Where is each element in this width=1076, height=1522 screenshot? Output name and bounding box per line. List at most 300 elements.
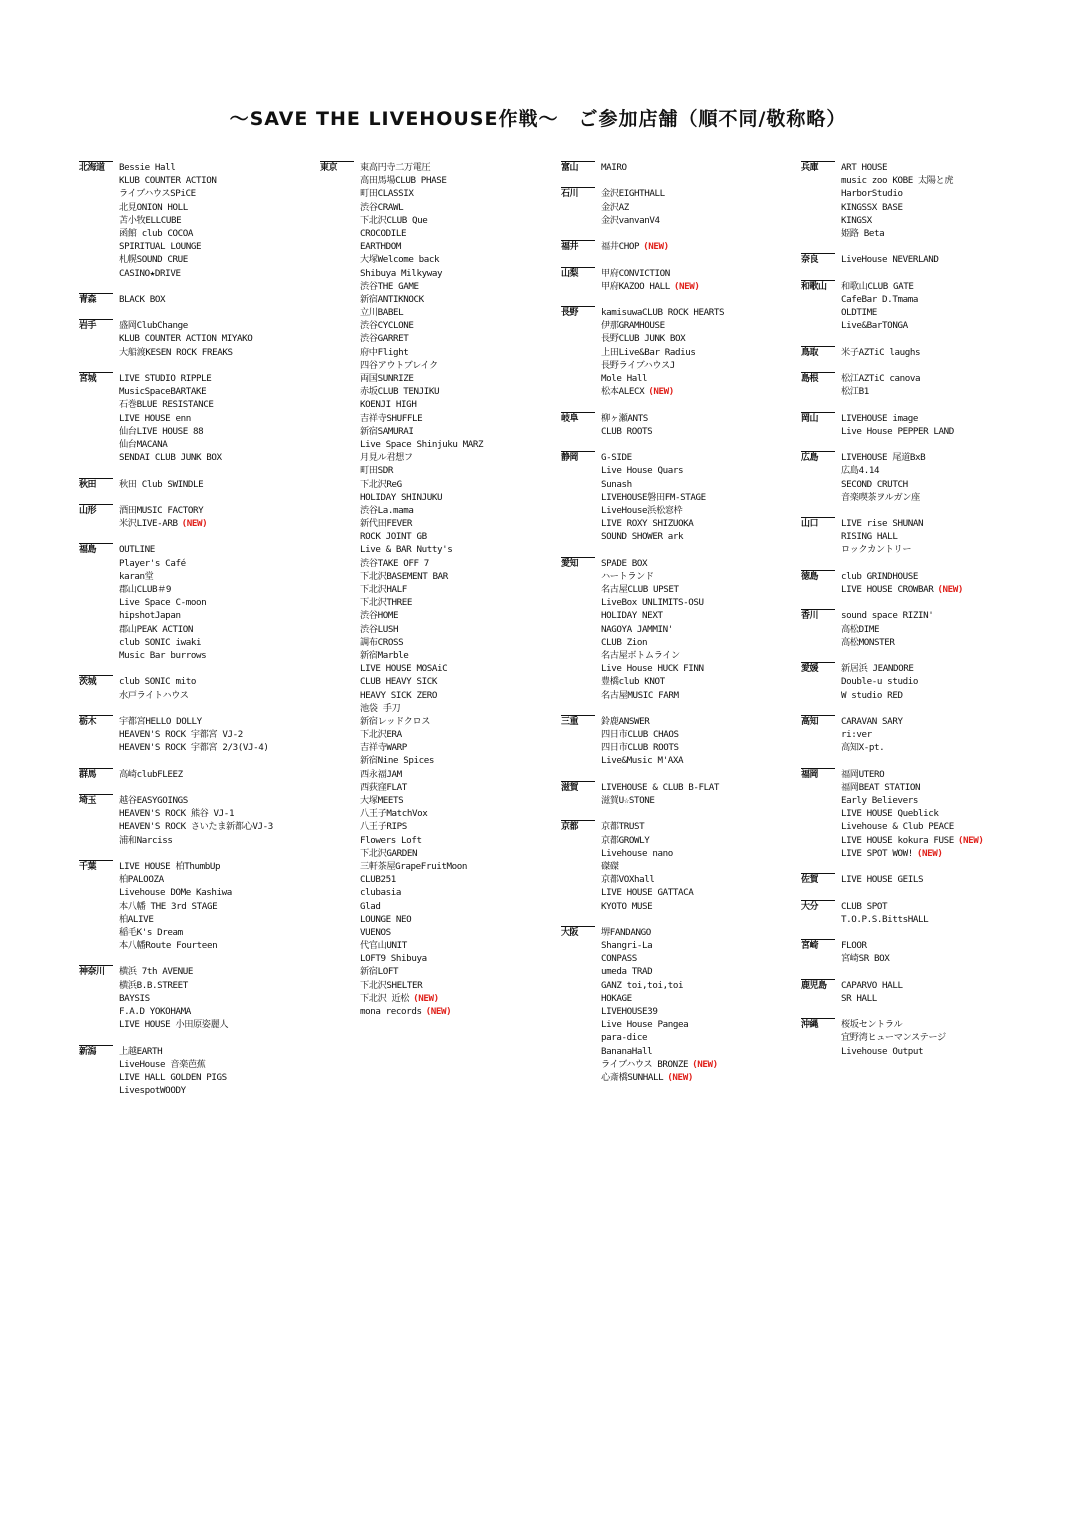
venue-name: 広島4.14 xyxy=(841,465,880,477)
venue-item xyxy=(119,860,311,873)
prefecture-label: 岩手 xyxy=(79,319,113,332)
venue-name: Livehouse & Club PEACE xyxy=(841,821,954,833)
venue-item xyxy=(360,478,552,491)
venue-name: 滋賀U☆STONE xyxy=(601,795,655,806)
prefecture-section xyxy=(801,1018,1033,1058)
venue-name: EARTHDOM xyxy=(360,241,402,253)
prefecture-label: 愛知 xyxy=(561,557,595,570)
venue-item xyxy=(601,346,793,359)
venue-item xyxy=(119,161,311,174)
prefecture-section xyxy=(79,860,311,952)
venue-item xyxy=(841,346,1033,359)
venue-list xyxy=(841,372,1033,398)
venue-name: LIVE HOUSE 柏ThumbUp xyxy=(119,860,221,872)
venue-item xyxy=(841,728,1033,741)
venue-name: 堺FANDANGO xyxy=(601,926,651,938)
venue-item xyxy=(360,464,552,477)
venue-name: 柏ALIVE xyxy=(119,913,154,925)
venue-name: 下北沢SHELTER xyxy=(360,979,423,991)
venue-item xyxy=(119,979,311,992)
venue-name: ライブハウスSPiCE xyxy=(119,188,196,200)
venue-name: 函館 club COCOA xyxy=(119,227,194,239)
venue-item xyxy=(841,464,1033,477)
prefecture-section xyxy=(79,543,311,662)
venue-name: 郡山PEAK ACTION xyxy=(119,623,194,635)
venue-item xyxy=(119,504,311,517)
venue-name: LIVEHOUSE39 xyxy=(601,1006,658,1017)
venue-name: 新宿ANTIKNOCK xyxy=(360,293,424,305)
venue-name: Mole Hall xyxy=(601,373,648,384)
venue-item xyxy=(360,504,552,517)
venue-name: 盛岡ClubChange xyxy=(119,320,188,332)
prefecture-section xyxy=(801,412,1033,438)
venue-item xyxy=(601,332,793,345)
venue-item xyxy=(601,240,793,253)
venue-item xyxy=(841,794,1033,807)
venue-name: Live House Pangea xyxy=(601,1019,689,1031)
venue-item xyxy=(360,900,552,913)
venue-item xyxy=(119,794,311,807)
prefecture-label: 佐賀 xyxy=(801,873,835,886)
venue-item xyxy=(841,913,1033,926)
venue-item xyxy=(601,781,793,794)
venue-name: VUENOS xyxy=(360,926,391,938)
venue-item xyxy=(841,1031,1033,1044)
venue-item xyxy=(360,253,552,266)
venue-list xyxy=(601,715,793,768)
venue-name: 福井CHOP xyxy=(601,241,640,253)
venue-item xyxy=(601,926,793,939)
prefecture-label: 和歌山 xyxy=(801,280,835,293)
venue-item xyxy=(360,952,552,965)
venue-item xyxy=(601,570,793,583)
prefecture-label: 神奈川 xyxy=(79,965,113,978)
venue-name: Livehouse Output xyxy=(841,1045,924,1057)
venue-item xyxy=(841,820,1033,833)
venue-name: LivespotWOODY xyxy=(119,1085,186,1097)
venue-item xyxy=(601,992,793,1005)
venue-item xyxy=(841,293,1033,306)
venue-name: 柏PALOOZA xyxy=(119,874,164,886)
venue-list xyxy=(841,768,1033,860)
venue-item xyxy=(841,979,1033,992)
venue-item xyxy=(601,965,793,978)
venue-item xyxy=(841,306,1033,319)
venue-list xyxy=(841,346,1033,359)
venue-item xyxy=(119,873,311,886)
venue-name: KLUB COUNTER ACTION xyxy=(119,175,217,187)
venue-name: 米沢LIVE-ARB xyxy=(119,518,178,530)
venue-name: 八王子RIPS xyxy=(360,821,407,833)
venue-name: KOENJI HIGH xyxy=(360,399,417,411)
venue-name: LIVE SPOT WOW! xyxy=(841,847,913,859)
venue-item xyxy=(360,201,552,214)
venue-list xyxy=(841,253,1033,266)
venue-item xyxy=(119,1045,311,1058)
venue-name: LIVE HOUSE kokura FUSE xyxy=(841,834,954,846)
venue-item xyxy=(841,715,1033,728)
prefecture-section xyxy=(801,280,1033,333)
venue-name: 名古屋MUSIC FARM xyxy=(601,689,679,701)
prefecture-section xyxy=(561,306,793,398)
venue-item xyxy=(601,491,793,504)
venue-item xyxy=(360,372,552,385)
venue-item xyxy=(360,517,552,530)
venue-item xyxy=(360,768,552,781)
prefecture-section xyxy=(561,926,793,1084)
venue-name: 上田Live&Bar Radius xyxy=(601,346,696,358)
venue-item xyxy=(601,557,793,570)
venue-name: 北見ONION HOLL xyxy=(119,201,188,213)
venue-name: CLUB251 xyxy=(360,874,396,886)
prefecture-label: 秋田 xyxy=(79,478,113,491)
prefecture-section xyxy=(801,253,1033,266)
venue-name: 西荻窪FLAT xyxy=(360,781,407,793)
venue-item xyxy=(360,649,552,662)
venue-item xyxy=(360,385,552,398)
venue-name: ライブハウス BRONZE xyxy=(601,1058,689,1070)
venue-name: kamisuwaCLUB ROCK HEARTS xyxy=(601,307,725,319)
venue-list xyxy=(601,451,793,543)
venue-item xyxy=(360,807,552,820)
venue-name: 新宿Marble xyxy=(360,649,409,661)
venue-item xyxy=(119,583,311,596)
prefecture-label: 三重 xyxy=(561,715,595,728)
venue-item xyxy=(360,886,552,899)
venue-name: Livehouse DOMe Kashiwa xyxy=(119,887,232,899)
venue-column xyxy=(561,161,793,1097)
venue-name: 横浜B.B.STREET xyxy=(119,979,188,991)
prefecture-section xyxy=(79,715,311,755)
venue-item xyxy=(119,596,311,609)
venue-name: CONPASS xyxy=(601,953,637,965)
prefecture-label: 愛媛 xyxy=(801,662,835,675)
venue-name: 伊那GRAMHOUSE xyxy=(601,320,665,332)
venue-name: clubasia xyxy=(360,887,402,899)
venue-name: 四日市CLUB ROOTS xyxy=(601,742,679,754)
venue-name: 吉祥寺WARP xyxy=(360,742,407,754)
venue-list xyxy=(119,293,311,306)
venue-item xyxy=(360,174,552,187)
venue-name: 磔磔 xyxy=(601,860,619,872)
new-badge: (NEW) xyxy=(692,1058,718,1070)
venue-name: Live House HUCK FINN xyxy=(601,663,704,675)
venue-item xyxy=(360,227,552,240)
venue-item xyxy=(119,570,311,583)
venue-name: 秋田 Club SWINDLE xyxy=(119,478,204,490)
venue-item xyxy=(601,939,793,952)
venue-name: 浦和Narciss xyxy=(119,834,173,846)
venue-name: Bessie Hall xyxy=(119,162,176,173)
venue-name: hipshotJapan xyxy=(119,610,181,622)
venue-item xyxy=(119,1071,311,1084)
venue-name: 府中Flight xyxy=(360,346,409,358)
venue-item xyxy=(841,385,1033,398)
venue-name: 下北沢ERA xyxy=(360,729,402,741)
venue-item xyxy=(841,847,1033,860)
venue-name: Double-u studio xyxy=(841,676,918,688)
prefecture-section xyxy=(79,768,311,781)
venue-list xyxy=(119,965,311,1031)
venue-name: 代官山UNIT xyxy=(360,940,407,952)
venue-list xyxy=(601,267,793,293)
venue-item xyxy=(119,319,311,332)
venue-item xyxy=(360,319,552,332)
venue-name: 下北沢THREE xyxy=(360,597,413,609)
venue-item xyxy=(841,583,1033,596)
new-badge: (NEW) xyxy=(957,834,984,846)
venue-item xyxy=(360,636,552,649)
venue-item xyxy=(601,834,793,847)
venue-name: 長野CLUB JUNK BOX xyxy=(601,333,686,345)
venue-name: SPIRITUAL LOUNGE xyxy=(119,241,202,253)
venue-item xyxy=(360,702,552,715)
venue-name: Live&BarTONGA xyxy=(841,320,908,332)
prefecture-section xyxy=(79,504,311,530)
prefecture-label: 新潟 xyxy=(79,1045,113,1058)
venue-item xyxy=(360,715,552,728)
venue-name: LIVE ROXY SHIZUOKA xyxy=(601,518,694,530)
venue-name: 月見ル君想フ xyxy=(360,452,413,464)
venue-name: 甲府KAZOO HALL xyxy=(601,280,670,292)
venue-item xyxy=(360,596,552,609)
venue-name: 柳ヶ瀬ANTS xyxy=(601,412,648,424)
venue-name: 松江B1 xyxy=(841,386,869,398)
prefecture-label: 奈良 xyxy=(801,253,835,266)
venue-name: LIVEHOUSE 尾道BxB xyxy=(841,452,926,464)
venue-item xyxy=(601,609,793,622)
venue-item xyxy=(119,886,311,899)
venue-item xyxy=(601,1058,793,1071)
venue-item xyxy=(841,425,1033,438)
venue-item xyxy=(360,623,552,636)
venue-item xyxy=(119,451,311,464)
venue-item xyxy=(360,794,552,807)
venue-name: 石巻BLUE RESISTANCE xyxy=(119,399,214,411)
venue-item xyxy=(601,754,793,767)
venue-name: CLUB SPOT xyxy=(841,900,888,912)
venue-name: 新宿SAMURAI xyxy=(360,425,414,437)
venue-name: ART HOUSE xyxy=(841,162,888,173)
venue-item xyxy=(119,939,311,952)
venue-list xyxy=(119,860,311,952)
venue-item xyxy=(601,728,793,741)
prefecture-label: 岐阜 xyxy=(561,412,595,425)
venue-name: LIVE HOUSE Queblick xyxy=(841,808,939,820)
venue-name: 心斎橋SUNHALL xyxy=(601,1071,664,1083)
prefecture-section xyxy=(801,451,1033,504)
venue-list xyxy=(601,557,793,702)
venue-item xyxy=(841,689,1033,702)
prefecture-label: 京都 xyxy=(561,820,595,833)
venue-item xyxy=(601,886,793,899)
venue-item xyxy=(360,675,552,688)
prefecture-section xyxy=(801,609,1033,649)
venue-name: RISING HALL xyxy=(841,531,898,543)
venue-name: Player's Café xyxy=(119,557,186,569)
venue-name: G-SIDE xyxy=(601,452,632,464)
venue-item xyxy=(601,847,793,860)
venue-name: 調布CROSS xyxy=(360,636,404,648)
new-badge: (NEW) xyxy=(425,1006,452,1017)
venue-item xyxy=(360,781,552,794)
venue-list xyxy=(119,372,311,464)
prefecture-section xyxy=(79,293,311,306)
venue-name: 下北沢CLUB Que xyxy=(360,214,428,226)
prefecture-section xyxy=(801,900,1033,926)
prefecture-label: 高知 xyxy=(801,715,835,728)
prefecture-label: 栃木 xyxy=(79,715,113,728)
venue-item xyxy=(601,530,793,543)
prefecture-section xyxy=(561,187,793,227)
venue-item xyxy=(360,1005,552,1018)
venue-name: LIVE HOUSE GEILS xyxy=(841,874,924,886)
venue-name: F.A.D YOKOHAMA xyxy=(119,1006,191,1017)
venue-list xyxy=(841,939,1033,965)
venue-list xyxy=(601,187,793,227)
venue-name: 渋谷THE GAME xyxy=(360,280,419,292)
venue-item xyxy=(119,398,311,411)
venue-item xyxy=(601,689,793,702)
venue-name: 新代田FEVER xyxy=(360,518,413,530)
page-title: ～SAVE THE LIVEHOUSE作戦～ ご参加店舗（順不同/敬称略） xyxy=(229,108,847,130)
prefecture-section xyxy=(561,267,793,293)
venue-name: 渋谷GARRET xyxy=(360,333,409,345)
venue-name: HEAVEN'S ROCK さいたま新都心VJ-3 xyxy=(119,821,273,833)
venue-item xyxy=(360,557,552,570)
venue-name: 宜野湾ヒューマンステージ xyxy=(841,1032,946,1044)
venue-name: 京都GROWLY xyxy=(601,834,650,846)
venue-name: HEAVEN'S ROCK 熊谷 VJ-1 xyxy=(119,808,235,820)
venue-list xyxy=(119,161,311,280)
venue-name: Glad xyxy=(360,900,381,912)
venue-list xyxy=(841,570,1033,596)
venue-name: 苫小牧ELLCUBE xyxy=(119,214,182,226)
new-badge: (NEW) xyxy=(937,584,964,595)
venue-item xyxy=(119,689,311,702)
venue-item xyxy=(601,860,793,873)
venue-item xyxy=(360,689,552,702)
venue-item xyxy=(119,293,311,306)
prefecture-section xyxy=(561,781,793,807)
new-badge: (NEW) xyxy=(667,1071,693,1083)
prefecture-label: 埼玉 xyxy=(79,794,113,807)
venue-item xyxy=(119,965,311,978)
venue-name: OLDTIME xyxy=(841,307,877,319)
venue-list xyxy=(601,240,793,253)
venue-item xyxy=(119,267,311,280)
venue-item xyxy=(841,873,1033,886)
venue-item xyxy=(601,504,793,517)
venue-name: 町田SDR xyxy=(360,465,393,477)
prefecture-label: 福岡 xyxy=(801,768,835,781)
venue-item xyxy=(601,267,793,280)
venue-name: 越谷EASYGOINGS xyxy=(119,795,188,806)
venue-name: BananaHall xyxy=(601,1045,653,1057)
venue-name: 音楽喫茶ヲルガン座 xyxy=(841,491,920,503)
venue-item xyxy=(119,412,311,425)
venue-name: CASINO★DRIVE xyxy=(119,267,181,279)
venue-item xyxy=(119,187,311,200)
prefecture-label: 大阪 xyxy=(561,926,595,939)
venue-name: 上越EARTH xyxy=(119,1045,163,1057)
venue-name: 京都VOXhall xyxy=(601,874,655,886)
prefecture-section xyxy=(801,372,1033,398)
venue-item xyxy=(360,187,552,200)
prefecture-label: 鹿児島 xyxy=(801,979,835,992)
venue-list xyxy=(841,1018,1033,1058)
venue-item xyxy=(841,451,1033,464)
venue-item xyxy=(841,214,1033,227)
venue-item xyxy=(119,174,311,187)
venue-item xyxy=(841,478,1033,491)
venue-item xyxy=(119,346,311,359)
venue-name: KYOTO MUSE xyxy=(601,900,653,912)
venue-item xyxy=(841,253,1033,266)
venue-item xyxy=(841,623,1033,636)
prefecture-section xyxy=(801,161,1033,240)
venue-name: Live Space C-moon xyxy=(119,597,207,609)
venue-item xyxy=(601,412,793,425)
venue-item xyxy=(841,662,1033,675)
venue-item xyxy=(601,385,793,398)
venue-item xyxy=(841,781,1033,794)
prefecture-label: 広島 xyxy=(801,451,835,464)
venue-name: 甲府CONVICTION xyxy=(601,267,670,279)
venue-item xyxy=(601,794,793,807)
prefecture-section xyxy=(561,715,793,768)
venue-item xyxy=(601,636,793,649)
venue-item xyxy=(360,161,552,174)
venue-name: ロックカントリー xyxy=(841,544,912,556)
venue-item xyxy=(119,834,311,847)
prefecture-section xyxy=(79,478,311,491)
venue-name: SECOND CRUTCH xyxy=(841,478,908,490)
venue-item xyxy=(601,1045,793,1058)
venue-name: club SONIC iwaki xyxy=(119,636,202,648)
venue-name: Live House PEPPER LAND xyxy=(841,425,954,437)
venue-item xyxy=(601,1031,793,1044)
venue-list xyxy=(119,675,311,701)
venue-name: LIVE HOUSE MOSAiC xyxy=(360,663,448,675)
prefecture-section xyxy=(320,161,552,1018)
prefecture-label: 兵庫 xyxy=(801,161,835,174)
venue-item xyxy=(119,715,311,728)
venue-name: 高知X-pt. xyxy=(841,742,885,754)
prefecture-section xyxy=(561,412,793,438)
new-badge: (NEW) xyxy=(916,847,943,859)
venue-item xyxy=(841,543,1033,556)
venue-name: 四谷アウトブレイク xyxy=(360,359,438,371)
venue-item xyxy=(601,425,793,438)
venue-name: 渋谷LUSH xyxy=(360,623,399,635)
venue-item xyxy=(601,359,793,372)
venue-name: 鈴鹿ANSWER xyxy=(601,715,650,727)
venue-name: HOLIDAY SHINJUKU xyxy=(360,491,443,503)
venue-name: 名古屋CLUB UPSET xyxy=(601,584,679,595)
venue-list xyxy=(841,662,1033,702)
venue-item xyxy=(360,306,552,319)
venue-item xyxy=(119,609,311,622)
venue-name: 金沢vanvanV4 xyxy=(601,214,660,226)
venue-item xyxy=(360,570,552,583)
venue-name: 名古屋ボトムライン xyxy=(601,649,680,661)
venue-list xyxy=(119,478,311,491)
venue-item xyxy=(601,478,793,491)
venue-name: 両国SUNRIZE xyxy=(360,373,414,384)
new-badge: (NEW) xyxy=(413,992,439,1004)
venue-item xyxy=(601,662,793,675)
